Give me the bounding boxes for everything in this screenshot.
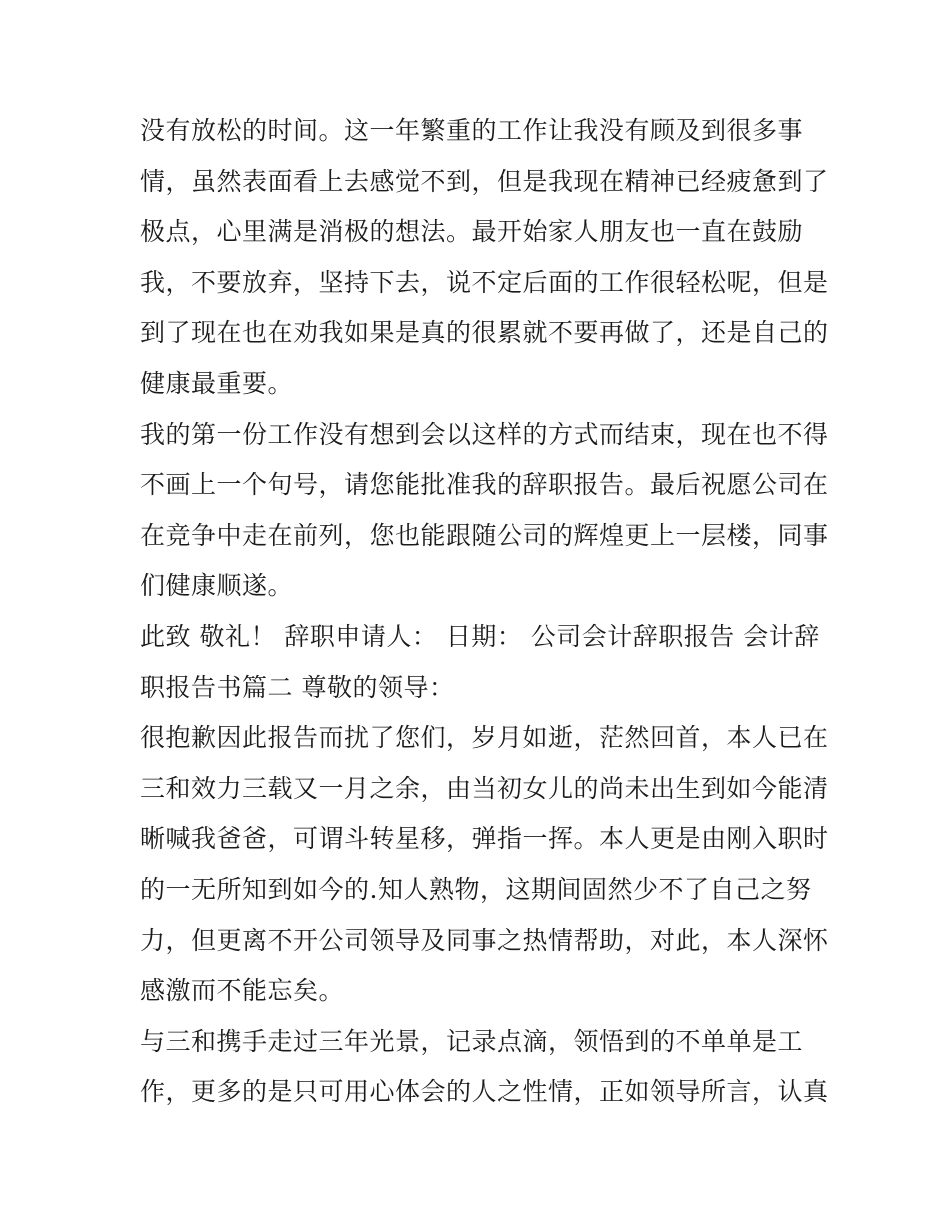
text-line: 很抱歉因此报告而扰了您们，岁月如逝，茫然回首，本人已在: [140, 723, 829, 753]
text-line: 的一无所知到如今的.知人熟物，这期间固然少不了自己之努: [140, 874, 812, 904]
text-line: 感激而不能忘矣。: [140, 976, 345, 1006]
text-line: 没有放松的时间。这一年繁重的工作让我没有顾及到很多事: [140, 116, 804, 145]
text-line: 到了现在也在劝我如果是真的很累就不要再做了，还是自己的: [140, 318, 829, 348]
text-line: 健康最重要。: [140, 368, 294, 398]
text-line: 与三和携手走过三年光景，记录点滴，领悟到的不单单是工: [140, 1026, 804, 1056]
text-line: 情，虽然表面看上去感觉不到，但是我现在精神已经疲惫到了: [140, 166, 829, 196]
text-line: 们健康顺遂。: [140, 571, 294, 601]
text-line: 我的第一份工作没有想到会以这样的方式而结束，现在也不得: [140, 419, 829, 449]
text-line: 此致 敬礼！ 辞职申请人： 日期： 公司会计辞职报告 会计辞: [140, 621, 820, 651]
text-line: 三和效力三载又一月之余，由当初女儿的尚未出生到如今能清: [140, 773, 829, 803]
text-line: 作，更多的是只可用心体会的人之性情，正如领导所言，认真: [140, 1077, 829, 1107]
text-line: 晰喊我爸爸，可谓斗转星移，弹指一挥。本人更是由刚入职时: [140, 824, 829, 854]
text-line: 职报告书篇二 尊敬的领导：: [140, 672, 455, 702]
text-line: 不画上一个句号，请您能批准我的辞职报告。最后祝愿公司在: [140, 470, 829, 500]
body-text: [140, 106, 829, 1118]
text-line: 力，但更离不开公司领导及同事之热情帮助，对此，本人深怀: [140, 925, 829, 955]
text-line: 在竞争中走在前列，您也能跟随公司的辉煌更上一层楼，同事: [140, 520, 829, 550]
text-line: 极点，心里满是消极的想法。最开始家人朋友也一直在鼓励: [140, 217, 804, 247]
text-line: 我，不要放弃，坚持下去，说不定后面的工作很轻松呢，但是: [140, 267, 829, 297]
